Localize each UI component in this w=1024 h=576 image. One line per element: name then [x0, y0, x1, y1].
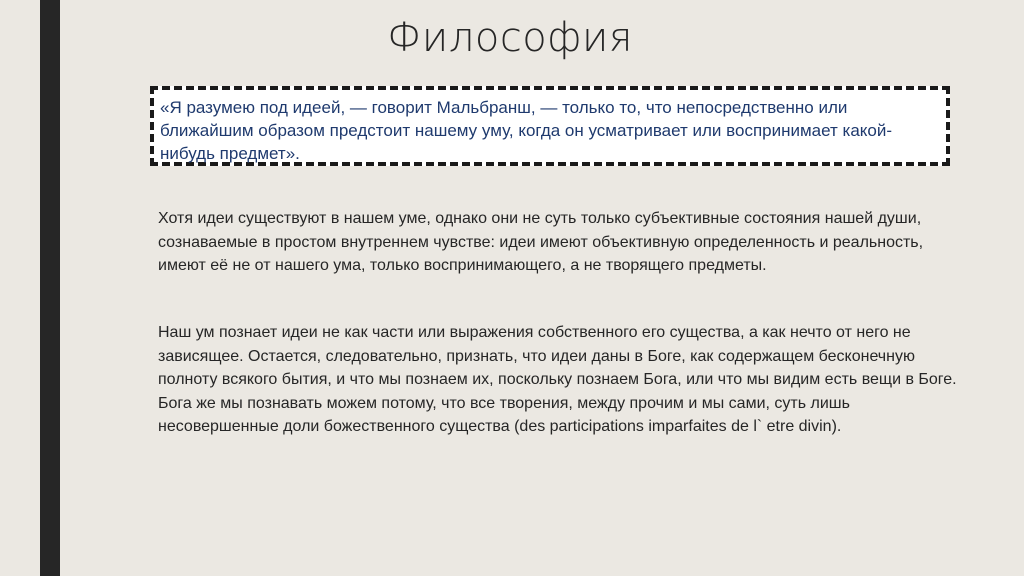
- quote-box: [150, 86, 950, 166]
- decorative-left-bar: [40, 0, 60, 576]
- paragraph-1: Хотя идеи существуют в нашем уме, однако они не суть только субъективные состояния нашей души, сознаваемые в простом внутреннем чувстве: идеи имеют объективную определенность и реальность, имеют её не от нашего ума, только воспринимающего, а не творящего предметы.: [158, 210, 924, 274]
- slide-title: Философия: [387, 15, 633, 61]
- quote-text: «Я разумею под идеей, — говорит Мальбранш, — только то, что непосредственно или ближайшим образом предстоит нашему уму, когда он усматривает или воспринимает какой-нибудь предмет».: [160, 98, 893, 163]
- paragraph-2: Наш ум познает идеи не как части или выражения собственного его существа, а как нечто от него не зависящее. Остается, следовательно, признать, что идеи даны в Боге, как содержащем бесконечную полноту всякого бытия, и что мы познаем их, поскольку познаем Бога, или что мы видим есть вещи в Боге. Бога же мы познавать можем потому, что все творения, между прочим и мы сами, суть лишь несовершенные доли божественного существа (des participations imparfaites de l` etre divin).: [158, 324, 957, 435]
